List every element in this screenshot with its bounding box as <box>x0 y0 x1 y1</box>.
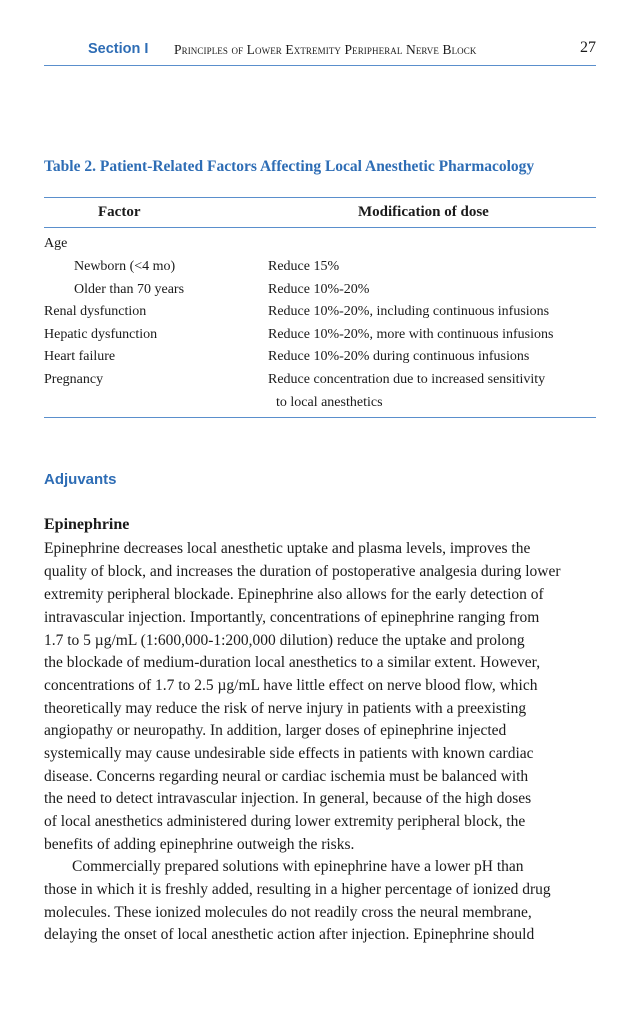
table-cell-factor: Hepatic dysfunction <box>44 327 158 342</box>
body-line: concentrations of 1.7 to 2.5 µg/mL have little effect on nerve blood flow, which <box>44 677 538 694</box>
body-line: of local anesthetics administered during lower extremity peripheral block, the <box>44 813 526 830</box>
table-cell-factor: Older than 70 years <box>74 282 185 297</box>
section-heading: Adjuvants <box>44 471 117 488</box>
table-cell-modification: Reduce 15% <box>268 259 340 274</box>
table-cell-factor: Renal dysfunction <box>44 304 147 319</box>
table-cell-modification: Reduce concentration due to increased sensitivity <box>268 372 546 387</box>
table-title: Table 2. Patient-Related Factors Affecting Local Anesthetic Pharmacology <box>44 158 535 175</box>
chapter-title: Principles of Lower Extremity Peripheral Nerve Block <box>174 42 477 57</box>
body-line: those in which it is freshly added, resulting in a higher percentage of ionized drug <box>44 881 551 898</box>
running-header <box>0 38 596 62</box>
page-number: 27 <box>580 39 596 56</box>
header-rule <box>44 65 596 66</box>
column-header-modification: Modification of dose <box>358 204 489 220</box>
body-line: Commercially prepared solutions with epinephrine have a lower pH than <box>72 858 524 875</box>
table-cell-factor: Heart failure <box>44 349 116 364</box>
table-top-rule <box>44 197 596 198</box>
table-bottom-rule <box>44 417 596 418</box>
body-line: the blockade of medium-duration local anesthetics to a similar extent. However, <box>44 654 541 671</box>
body-line: disease. Concerns regarding neural or cardiac ischemia must be balanced with <box>44 768 529 785</box>
table-cell-modification: to local anesthetics <box>276 395 383 410</box>
body-line: intravascular injection. Importantly, concentrations of epinephrine ranging from <box>44 609 540 626</box>
table-cell-factor: Age <box>44 236 68 251</box>
body-line: the need to detect intravascular injection. In general, because of the high doses <box>44 790 532 807</box>
table-cell-factor: Newborn (<4 mo) <box>74 259 176 274</box>
body-line: molecules. These ionized molecules do not readily cross the neural membrane, <box>44 904 532 921</box>
table-cell-modification: Reduce 10%-20% during continuous infusions <box>268 349 530 364</box>
table-cell-modification: Reduce 10%-20% <box>268 282 370 297</box>
body-line: quality of block, and increases the duration of postoperative analgesia during lower <box>44 563 561 580</box>
body-line: extremity peripheral blockade. Epinephrine also allows for the early detection of <box>44 586 544 603</box>
table-cell-factor: Pregnancy <box>44 372 104 387</box>
body-line: delaying the onset of local anesthetic action after injection. Epinephrine should <box>44 926 535 943</box>
body-line: Epinephrine decreases local anesthetic uptake and plasma levels, improves the <box>44 540 531 557</box>
body-line: systemically may cause undesirable side effects in patients with known cardiac <box>44 745 534 762</box>
subsection-heading: Epinephrine <box>44 516 130 533</box>
body-line: 1.7 to 5 µg/mL (1:600,000-1:200,000 dilution) reduce the uptake and prolong <box>44 632 525 649</box>
body-line: benefits of adding epinephrine outweigh the risks. <box>44 836 355 853</box>
table-header-rule <box>44 227 596 228</box>
body-line: theoretically may reduce the risk of nerve injury in patients with a preexisting <box>44 700 527 717</box>
column-header-factor: Factor <box>98 204 141 220</box>
body-line: angiopathy or neuropathy. In addition, larger doses of epinephrine injected <box>44 722 507 739</box>
section-label: Section I <box>88 41 149 57</box>
table-cell-modification: Reduce 10%-20%, more with continuous infusions <box>268 327 554 342</box>
table-cell-modification: Reduce 10%-20%, including continuous infusions <box>268 304 550 319</box>
